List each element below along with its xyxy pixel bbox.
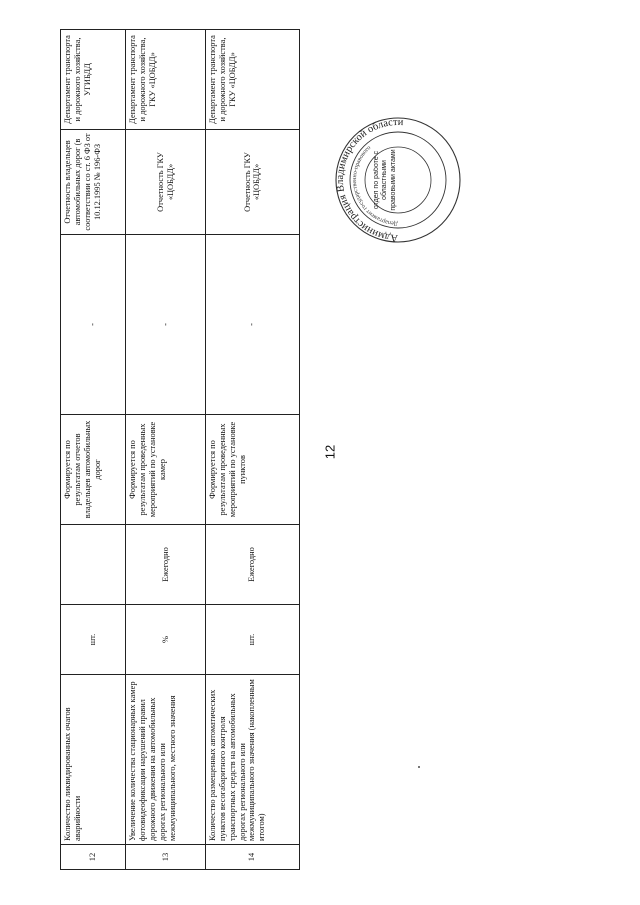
stamp-outer-text: Администрация Владимирской области	[334, 116, 404, 244]
formula-cell: -	[61, 235, 126, 415]
responsible-cell: Департамент транспорта и дорожного хозяйства, УГИБДД	[61, 30, 126, 130]
periodicity-cell	[61, 525, 126, 605]
stamp-inner-text: Департамент государственно-правового	[351, 144, 399, 227]
source-cell: Отчетность владельцев автомобильных дорог (в соответствии со ст. 6 ФЗ от 10.12.1995 № 196-ФЗ	[61, 130, 126, 235]
formula-cell: -	[205, 235, 299, 415]
indicator-table	[60, 29, 300, 870]
scan-speck	[418, 766, 420, 768]
table-row	[205, 30, 299, 870]
periodicity-cell: Ежегодно	[205, 525, 299, 605]
indicator-name: Количество ликвидированных очагов аварийности	[61, 675, 126, 845]
page-number: 12	[322, 444, 338, 460]
method-cell: Формируется по результатам отчетов владельцев автомобильных дорог	[61, 415, 126, 525]
periodicity-cell: Ежегодно	[126, 525, 206, 605]
official-stamp	[333, 115, 463, 245]
unit-cell: шт.	[205, 605, 299, 675]
rotated-table-block	[60, 30, 300, 870]
method-cell: Формируется по результатам проведенных мероприятий по установке пунктов	[205, 415, 299, 525]
unit-cell: шт.	[61, 605, 126, 675]
method-cell: Формируется по результатам проведенных мероприятий по установке камер	[126, 415, 206, 525]
indicator-name: Количество размещенных автоматических пунктов весогабаритного контроля транспортных средств на автомобильных дорогах регионального или межмуниципального значения (накопленным итогом)	[205, 675, 299, 845]
stamp-center-text: отдел по работе с областными правовыми актами	[373, 149, 397, 211]
source-cell: Отчетность ГКУ «ЦОБДД»	[205, 130, 299, 235]
unit-cell: %	[126, 605, 206, 675]
source-cell: Отчетность ГКУ «ЦОБДД»	[126, 130, 206, 235]
table-row	[61, 30, 126, 870]
row-number: 13	[126, 845, 206, 870]
responsible-cell: Департамент транспорта и дорожного хозяйства, ГКУ «ЦОБДД»	[205, 30, 299, 130]
responsible-cell: Департамент транспорта и дорожного хозяйства, ГКУ «ЦОБДД»	[126, 30, 206, 130]
formula-cell: -	[126, 235, 206, 415]
table-row	[126, 30, 206, 870]
row-number: 14	[205, 845, 299, 870]
row-number: 12	[61, 845, 126, 870]
indicator-name: Увеличение количества стационарных камер фотовидеофиксации нарушений правил дорожного движения на автомобильных дорогах регионального или межмуниципального, местного значения	[126, 675, 206, 845]
